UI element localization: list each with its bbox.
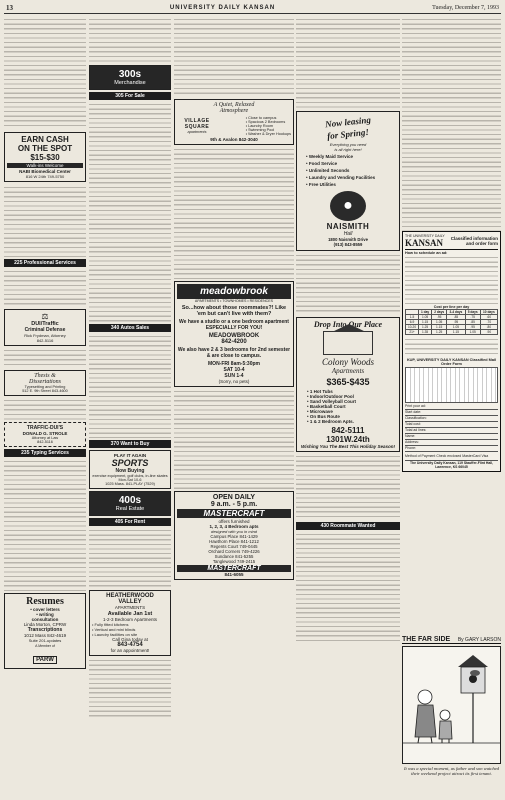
traffic-dui-ad bbox=[4, 422, 86, 447]
section-430-header: 430 Roommate Wanted bbox=[296, 522, 400, 530]
heatherwood-name: HEATHERWOOD bbox=[106, 593, 154, 599]
merchandise-label: Merchandise bbox=[114, 80, 146, 86]
meadowbrook-name: MEADOWBROOK bbox=[208, 333, 260, 339]
real-estate-label: Real Estate bbox=[115, 506, 145, 512]
cartoon-author: By GARY LARSON bbox=[457, 637, 501, 643]
cartoon-panel bbox=[402, 646, 501, 764]
meadowbrook-pets: (Sorry, no pets) bbox=[218, 379, 250, 384]
rates-cell: 1.15 bbox=[432, 325, 447, 330]
village-tagline-2: Atmosphere bbox=[219, 108, 249, 114]
spring-feature-1: • Weekly Maid Service bbox=[306, 154, 354, 159]
issue-date: Tuesday, December 7, 1993 bbox=[432, 4, 499, 11]
rates-col-header: 10 days bbox=[480, 310, 497, 315]
heatherwood-ad bbox=[89, 590, 171, 656]
colony-apartments: Apartments bbox=[331, 367, 365, 375]
traffic-heading: TRAFFIC-DUI'S bbox=[26, 425, 64, 431]
payment-method: Method of Payment Check enclosed MasterCard Visa bbox=[405, 454, 489, 458]
meadowbrook-phone: 842-4200 bbox=[221, 339, 247, 345]
spring-heading-2: for Spring! bbox=[326, 126, 370, 142]
classified-text bbox=[174, 17, 294, 97]
opendaily-loc-6: Tanglewood 749-2415 bbox=[212, 559, 256, 564]
classified-text bbox=[174, 389, 294, 489]
opendaily-loc-5: Sundance 841-5255 bbox=[214, 554, 254, 559]
spring-tagline-2: is all right here! bbox=[334, 147, 362, 152]
opendaily-loc-3: Regents Court 749-0445 bbox=[210, 544, 258, 549]
opendaily-units: 1, 2, 3, 4 Bedroom apts bbox=[209, 524, 259, 529]
column-1 bbox=[4, 17, 86, 793]
village-logo-sub: apartments bbox=[187, 130, 207, 134]
form-fields bbox=[405, 404, 498, 452]
opendaily-loc-1: Campus Place 841-1429 bbox=[210, 534, 258, 539]
colony-heading: Drop Into Our Place bbox=[313, 320, 383, 329]
village-address: 9th & Avalon 842-3040 bbox=[210, 137, 258, 142]
thesis-service: Typesetting and Printing bbox=[24, 385, 66, 389]
village-logo: VILLAGE SQUARE bbox=[184, 118, 210, 130]
meadowbrook-semester: We also have 2 & 3 bedrooms for 2nd semester & are close to campus. bbox=[177, 347, 291, 359]
form-paper-name: THE UNIVERSITY DAILY bbox=[405, 234, 445, 238]
classified-text bbox=[4, 185, 86, 257]
colony-feature-1: • 1 Hot Tubs bbox=[307, 389, 333, 394]
form-field[interactable]: Print your ad: bbox=[405, 404, 498, 410]
rates-table bbox=[405, 309, 498, 335]
colony-price: $365-$435 bbox=[326, 377, 370, 387]
merchandise-number: 300s bbox=[118, 69, 142, 80]
order-form-title: KUP, UNIVERSITY DAILY KANSAN Classified Mail Order Form bbox=[406, 358, 497, 366]
village-tagline: A Quiet, Relaxed bbox=[213, 102, 255, 108]
earn-cash-center: NABI Biomedical Center bbox=[19, 169, 71, 174]
heatherwood-feature-1: • Fully fitted kitchens bbox=[92, 622, 129, 627]
form-field[interactable]: Classification: bbox=[405, 416, 498, 422]
rates-row bbox=[406, 330, 498, 335]
opendaily-heading: OPEN DAILY bbox=[212, 494, 256, 501]
rates-cell: 10-20 bbox=[406, 325, 419, 330]
section-340-header: 340 Autos Sales bbox=[89, 324, 171, 332]
meadowbrook-roommates: So...how about those roommates?! Like 'em but can't live with them? bbox=[181, 305, 287, 317]
spring-feature-4: • Laundry and Vending Facilities bbox=[306, 175, 376, 180]
resumes-heading: Resumes bbox=[26, 596, 64, 607]
section-235-header: 235 Typing Services bbox=[4, 449, 86, 457]
naismith-address: 1800 Naismith Drive bbox=[328, 237, 368, 242]
real-estate-number: 400s bbox=[118, 495, 142, 506]
thesis-heading-2: Dissertations bbox=[28, 379, 61, 385]
naismith-phone: (913) 843-8559 bbox=[333, 242, 363, 247]
spring-heading: Now leasing bbox=[324, 114, 372, 130]
form-paper-logo: KANSAN bbox=[405, 238, 444, 248]
classified-text bbox=[89, 658, 171, 718]
rates-col-header: 2 days bbox=[432, 310, 447, 315]
classified-text bbox=[89, 17, 171, 63]
rates-cell: 6-9 bbox=[406, 320, 419, 325]
classified-text bbox=[4, 17, 86, 129]
real-estate-banner bbox=[89, 491, 171, 516]
opendaily-brand-2: MASTERCRAFT bbox=[177, 565, 291, 572]
colony-phone: 842-5111 bbox=[331, 426, 365, 435]
spring-feature-3: • Unlimited Seconds bbox=[306, 168, 350, 173]
meadowbrook-ad bbox=[174, 281, 294, 387]
classified-text bbox=[89, 102, 171, 322]
opendaily-hours: 9 a.m. - 5 p.m. bbox=[210, 501, 258, 508]
heatherwood-phone: 843-4754 bbox=[117, 642, 143, 648]
column-4 bbox=[296, 17, 400, 793]
dui-phone: 842-5116 bbox=[36, 338, 54, 343]
colony-name: Colony Woods bbox=[322, 357, 374, 367]
resumes-cover: • cover letters bbox=[30, 607, 60, 612]
meadowbrook-logo: meadowbrook bbox=[177, 284, 291, 299]
rates-cell: 1.05 bbox=[465, 330, 480, 335]
rates-col-header: 5 days bbox=[465, 310, 480, 315]
form-field[interactable]: Total ad lines: bbox=[405, 428, 498, 434]
opendaily-loc-2: Hawthorn Place 841-1212 bbox=[209, 539, 259, 544]
rates-cell: 1.25 bbox=[419, 325, 432, 330]
dui-ad bbox=[4, 309, 86, 346]
colony-address: 1301W.24th bbox=[326, 435, 370, 444]
earn-cash-amount: $15-$30 bbox=[30, 153, 60, 162]
classified-text bbox=[89, 528, 171, 588]
traffic-title: Attorney at Law bbox=[31, 436, 59, 440]
open-daily-ad bbox=[174, 491, 294, 580]
village-feature-2: • Spacious 2 Bedrooms bbox=[245, 120, 286, 124]
playit-brand: SPORTS bbox=[111, 458, 149, 468]
thesis-address: 512 E. 9th Street 843-4600 bbox=[22, 389, 68, 393]
naismith-ad bbox=[296, 111, 400, 251]
thesis-ad bbox=[4, 370, 86, 396]
form-policy-text bbox=[405, 337, 498, 357]
playit-address: 1025 Mass. 841-PLAY (7529) bbox=[105, 482, 155, 486]
resumes-address: 1012 Mass 842-4619 bbox=[23, 633, 67, 638]
form-title-2: and order form bbox=[465, 241, 498, 246]
classified-text bbox=[4, 398, 86, 420]
form-how-to: How to schedule an ad: bbox=[405, 251, 448, 255]
rates-cell: .80 bbox=[480, 325, 497, 330]
rates-cell: 1.15 bbox=[419, 320, 432, 325]
column-5 bbox=[402, 17, 501, 633]
meadowbrook-hours-weekday: MON-FRI 8am-5:30pm bbox=[208, 361, 260, 367]
resumes-ad bbox=[4, 593, 86, 669]
rates-cell: .85 bbox=[465, 320, 480, 325]
form-instructions bbox=[405, 255, 498, 305]
form-field[interactable]: Phone: bbox=[405, 446, 498, 452]
classified-text bbox=[174, 147, 294, 279]
cartoon-title: THE FAR SIDE bbox=[402, 636, 451, 643]
rates-cell: .75 bbox=[465, 315, 480, 320]
village-feature-5: • Washer & Dryer Hookups bbox=[245, 132, 291, 136]
heatherwood-feature-2: • Vertical and mini blinds bbox=[92, 627, 136, 632]
column-2 bbox=[89, 17, 171, 793]
classified-text bbox=[4, 269, 86, 307]
page-header bbox=[4, 2, 501, 14]
far-side-cartoon bbox=[402, 636, 501, 796]
rates-title: Cost per line per day bbox=[433, 305, 470, 309]
earn-cash-ad bbox=[4, 132, 86, 182]
resumes-suite: Suite 201-updates bbox=[28, 638, 62, 643]
spring-feature-2: • Food Service bbox=[306, 161, 338, 166]
colony-feature-2: • Indoor/Outdoor Pool bbox=[307, 394, 354, 399]
playit-heading: PLAY IT AGAIN bbox=[113, 453, 147, 458]
resumes-writing: • writing bbox=[36, 612, 54, 617]
rates-cell: 1.15 bbox=[447, 330, 465, 335]
colony-feature-4: • Basketball Court bbox=[307, 404, 346, 409]
resumes-name: Linda Morton, CPRW bbox=[23, 622, 67, 627]
meadowbrook-hours-sun: SUN 1-4 bbox=[224, 373, 244, 379]
opendaily-designed: designed with you in mind bbox=[210, 529, 258, 534]
colony-woods-ad bbox=[296, 317, 400, 452]
naismith-hall: Hall bbox=[343, 231, 353, 237]
colony-feature-5: • Microwave bbox=[307, 409, 333, 414]
naismith-name: NAISMITH bbox=[326, 222, 370, 231]
classified-text bbox=[296, 17, 400, 109]
merchandise-banner bbox=[89, 65, 171, 90]
column-3 bbox=[174, 17, 294, 793]
rates-cell: 1.05 bbox=[432, 320, 447, 325]
classified-text bbox=[296, 532, 400, 642]
village-feature-3: • Laundry Room bbox=[245, 124, 273, 128]
classified-text bbox=[89, 334, 171, 438]
rates-cell: 21+ bbox=[406, 330, 419, 335]
resumes-member: A Member of bbox=[35, 644, 55, 648]
page-number: 13 bbox=[6, 3, 13, 12]
opendaily-loc-4: Orchard Corners 749-4226 bbox=[208, 549, 260, 554]
cartoon-caption: It was a special moment, as father and son watched their weekend project attract its first tenant. bbox=[404, 766, 499, 777]
resumes-consult: consultation bbox=[31, 617, 59, 622]
section-370-header: 370 Want to Buy bbox=[89, 440, 171, 448]
thesis-heading: Thesis & bbox=[34, 373, 56, 379]
rates-col-header: 3-4 days bbox=[447, 310, 465, 315]
earn-cash-heading: EARN CASH bbox=[21, 135, 69, 144]
rates-cell: 1.35 bbox=[419, 330, 432, 335]
opendaily-offers: offers furnished bbox=[218, 519, 250, 524]
form-field[interactable]: Total cost: bbox=[405, 422, 498, 428]
meadowbrook-studio: We have a studio or a one bedroom apartment ESPECIALLY FOR YOU! bbox=[179, 319, 289, 331]
colony-feature-6: • On Bus Route bbox=[307, 414, 340, 419]
rates-cell: .60 bbox=[480, 315, 497, 320]
colony-feature-3: • Sand Volleyball Court bbox=[307, 399, 356, 404]
playit-items: exercise equipment, golf clubs, in-line skates bbox=[92, 474, 168, 478]
rates-cell: .90 bbox=[480, 330, 497, 335]
rates-cell: 1.05 bbox=[447, 325, 465, 330]
play-it-again-ad bbox=[89, 450, 171, 489]
heatherwood-feature-3: • Laundry facilities on site bbox=[92, 632, 138, 637]
heatherwood-units: 1-2-3 Bedroom Apartments bbox=[102, 617, 158, 622]
rates-cell: 1-5 bbox=[406, 315, 419, 320]
spring-feature-5: • Free Utilities bbox=[306, 182, 336, 187]
heatherwood-appointment: for an appointment! bbox=[110, 648, 150, 653]
rates-cell: .95 bbox=[465, 325, 480, 330]
classified-order-form bbox=[402, 231, 501, 472]
association-logo: PARW bbox=[33, 656, 57, 664]
basketball-icon: ● bbox=[330, 191, 366, 221]
form-title: Classified information bbox=[450, 236, 498, 241]
village-feature-1: • Close to campus bbox=[245, 116, 277, 120]
form-field[interactable]: Name: bbox=[405, 434, 498, 440]
heatherwood-available: Available Jan 1st bbox=[107, 611, 153, 617]
cartoon-drawing bbox=[403, 647, 500, 763]
classified-text bbox=[296, 253, 400, 315]
classified-text bbox=[4, 348, 86, 368]
house-icon bbox=[323, 331, 373, 355]
form-footer-address: The University Daily Kansan, 119 Stauffer-Flint Hall, Lawrence, KS 66045 bbox=[405, 460, 498, 469]
heatherwood-call: Call Gina today at bbox=[112, 637, 148, 642]
rates-cell: 1.05 bbox=[419, 315, 432, 320]
section-225-header: 225 Professional Services bbox=[4, 259, 86, 267]
classified-text bbox=[402, 17, 501, 231]
dui-subheading: Criminal Defense bbox=[24, 327, 66, 333]
rates-cell: .95 bbox=[432, 315, 447, 320]
resumes-transcriptions: Transcriptions bbox=[27, 627, 63, 633]
village-square-ad bbox=[174, 99, 294, 145]
earn-cash-address: 816 W 24th 749-5750 bbox=[25, 174, 65, 179]
opendaily-brand: MASTERCRAFT bbox=[177, 509, 291, 518]
colony-feature-7: • 1 & 2 Bedroom Apts. bbox=[307, 419, 354, 424]
playit-hours: Mon-Sat 10-6 bbox=[118, 478, 142, 482]
traffic-attorney: DONALD G. STROLE bbox=[22, 431, 68, 436]
rates-cell: .95 bbox=[447, 320, 465, 325]
rates-cell: 1.25 bbox=[432, 330, 447, 335]
rates-cell: .70 bbox=[480, 320, 497, 325]
earn-cash-walkins: Walk-ins Welcome bbox=[7, 163, 83, 168]
masthead: UNIVERSITY DAILY KANSAN bbox=[169, 4, 276, 11]
form-field[interactable]: Address: bbox=[405, 440, 498, 446]
village-feature-4: • Swimming Pool bbox=[245, 128, 275, 132]
earn-cash-heading-2: ON THE SPOT bbox=[17, 144, 73, 153]
classified-text bbox=[296, 454, 400, 520]
meadowbrook-hours-sat: SAT 10-4 bbox=[223, 367, 245, 373]
classified-text bbox=[4, 459, 86, 591]
rates-cell: .85 bbox=[447, 315, 465, 320]
heatherwood-type: APARTMENTS bbox=[114, 605, 146, 610]
dui-attorney: Rick Frydman, Attorney bbox=[24, 333, 66, 338]
opendaily-phone: 841-6055 bbox=[224, 572, 244, 577]
spring-tagline: Everything you need bbox=[329, 142, 367, 147]
form-field[interactable]: Start date: bbox=[405, 410, 498, 416]
traffic-phone: 842-5116 bbox=[37, 440, 53, 444]
colony-greeting: Wishing You The Best This Holiday Season! bbox=[301, 444, 395, 449]
section-305-header: 305 For Sale bbox=[89, 92, 171, 100]
ad-text-grid[interactable] bbox=[405, 367, 498, 403]
rates-col-header: 1 day bbox=[419, 310, 432, 315]
dui-heading: DUI/Traffic bbox=[31, 321, 59, 327]
meadowbrook-types: APARTMENTS • TOWNHOMES • RESIDENCES bbox=[194, 299, 274, 303]
section-405-header: 405 For Rent bbox=[89, 518, 171, 526]
playit-now-buying: Now Buying bbox=[115, 468, 145, 474]
heatherwood-name-2: VALLEY bbox=[118, 599, 142, 605]
scales-icon: ⚖ bbox=[41, 312, 49, 321]
